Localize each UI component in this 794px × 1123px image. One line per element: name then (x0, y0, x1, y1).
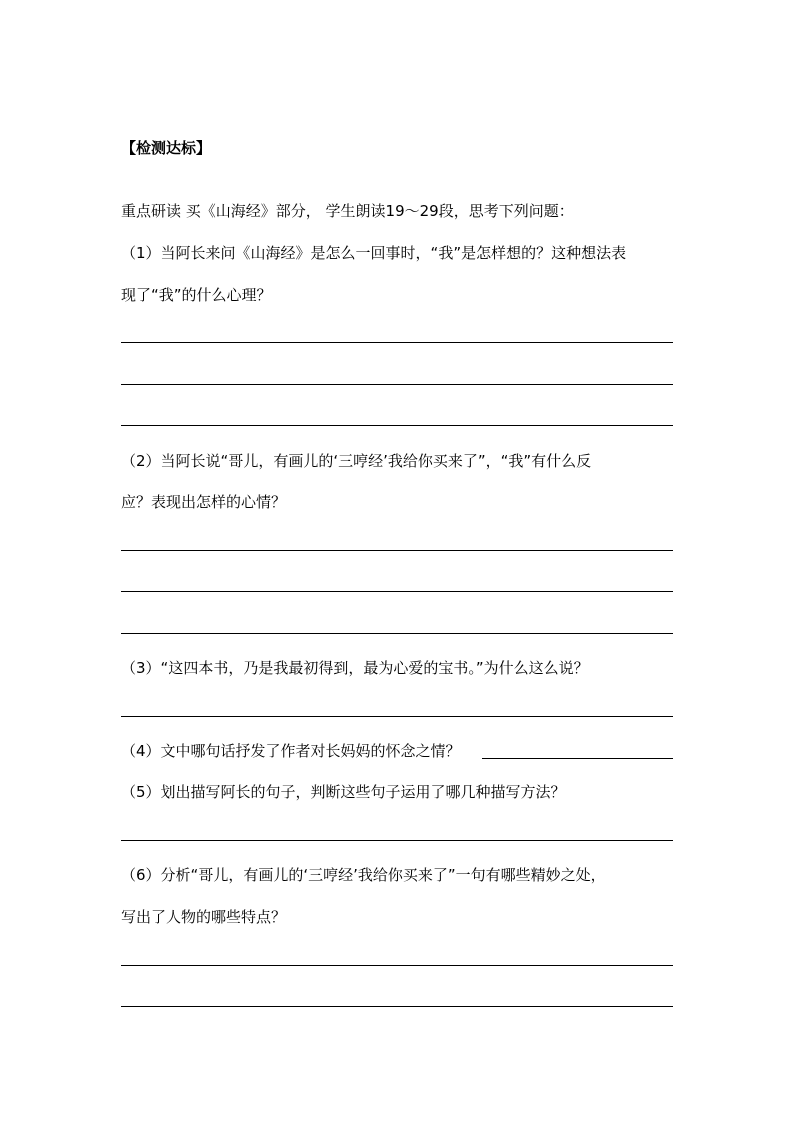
answer-line[interactable] (482, 758, 673, 759)
question-5-line-1: （5）划出描写阿长的句子，判断这些句子运用了哪几种描写方法？ (121, 783, 566, 801)
answer-line[interactable] (121, 384, 673, 385)
answer-line[interactable] (121, 716, 673, 717)
answer-line[interactable] (121, 425, 673, 426)
intro-text: 重点研读 买《山海经》部分， 学生朗读19～29段，思考下列问题： (121, 202, 574, 220)
question-6-line-1: （6）分析“哥儿，有画儿的‘三哼经’我给你买来了”一句有哪些精妙之处， (121, 866, 606, 884)
question-2-line-2: 应？表现出怎样的心情？ (121, 493, 287, 511)
section-title: 【检测达标】 (121, 139, 212, 157)
question-3-line-1: （3）“这四本书，乃是我最初得到，最为心爱的宝书。”为什么这么说？ (121, 659, 589, 677)
answer-line[interactable] (121, 342, 673, 343)
question-1-line-1: （1）当阿长来问《山海经》是怎么一回事时，“我”是怎样想的？这种想法表 (121, 244, 627, 262)
answer-line[interactable] (121, 1006, 673, 1007)
question-1-line-2: 现了“我”的什么心理？ (121, 286, 272, 304)
answer-line[interactable] (121, 840, 673, 841)
answer-line[interactable] (121, 633, 673, 634)
question-6-line-2: 写出了人物的哪些特点？ (121, 908, 287, 926)
answer-line[interactable] (121, 550, 673, 551)
answer-line[interactable] (121, 591, 673, 592)
answer-line[interactable] (121, 965, 673, 966)
question-2-line-1: （2）当阿长说“哥儿，有画儿的‘三哼经’我给你买来了”，“我”有什么反 (121, 452, 592, 470)
question-4-line-1: （4）文中哪句话抒发了作者对长妈妈的怀念之情？ (121, 742, 461, 760)
